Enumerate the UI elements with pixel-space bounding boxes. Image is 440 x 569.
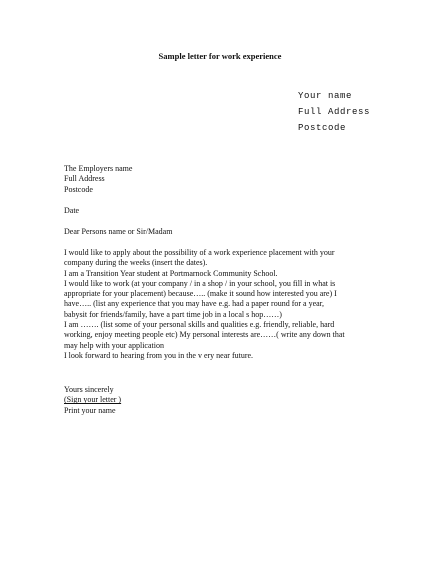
signature-instruction: (Sign your letter ): [64, 395, 122, 405]
sender-address-block: [298, 88, 370, 136]
body-line: have….. (list any experience that you may have e.g. had a paper round for a year,: [64, 299, 325, 309]
body-line: may help with your application: [64, 340, 164, 350]
print-name: Print your name: [64, 405, 116, 415]
body-line: I look forward to hearing from you in the v ery near future.: [64, 350, 254, 360]
closing: Yours sincerely: [64, 385, 114, 394]
sender-address: Full Address: [298, 107, 371, 117]
letter-body: [64, 248, 345, 361]
salutation: Dear Persons name or Sir/Madam: [64, 227, 173, 236]
closing-block: [64, 385, 121, 416]
body-line: I would like to work (at your company / in a shop / in your school, you fill in what is: [64, 278, 336, 288]
recipient-address-block: [64, 164, 132, 195]
body-line: I would like to apply about the possibility of a work experience placement with your: [64, 248, 335, 257]
body-line: babysit for friends/family, have a part time job in a local s hop……): [64, 309, 282, 319]
body-line: working, enjoy meeting people etc) My personal interests are……( write any down that: [64, 330, 345, 340]
document-title: Sample letter for work experience: [158, 51, 282, 61]
date-line: Date: [64, 206, 80, 215]
recipient-postcode: Postcode: [64, 184, 93, 194]
body-line: company during the weeks (insert the dates).: [64, 258, 208, 268]
recipient-address: Full Address: [64, 174, 105, 184]
sender-postcode: Postcode: [298, 123, 347, 133]
sender-name: Your name: [298, 91, 353, 101]
body-line: appropriate for your placement) because….. (make it sound how interested you are) I: [64, 289, 337, 299]
recipient-name: The Employers name: [64, 164, 133, 173]
body-line: I am a Transition Year student at Portmarnock Community School.: [64, 268, 278, 278]
body-line: I am ……. (list some of your personal skills and qualities e.g. friendly, reliable, hard: [64, 320, 335, 330]
